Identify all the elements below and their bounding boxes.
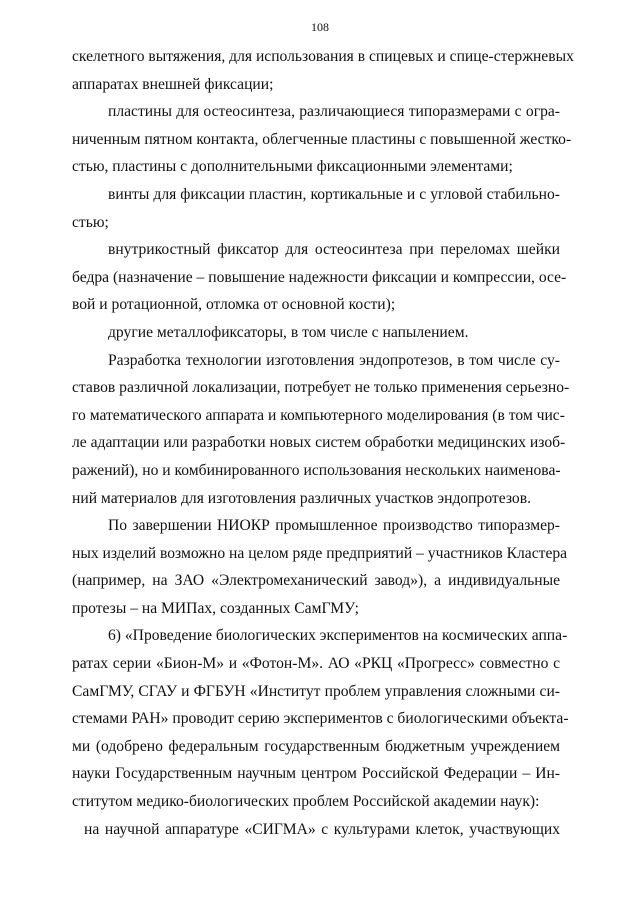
text-line: стемами РАН» проводит серию экспериментов с биологическими объекта- [72,710,569,728]
text-line: (например, на ЗАО «Электромеханический завод»), а индивидуальные [72,572,560,590]
page-number: 108 [311,20,329,34]
text-line: ле адаптации или разработки новых систем обработки медицинских изоб- [72,434,566,452]
text-line: ститутом медико-биологических проблем Российской академии наук): [72,793,540,811]
text-line: По завершении НИОКР промышленное производство типоразмер- [108,517,560,535]
text-line: Разработка технологии изготовления эндопротезов, в том числе су- [108,351,560,369]
text-line: ратах серии «Бион-М» и «Фотон-М». АО «РКЦ «Прогресс» совместно с [72,655,560,673]
text-line: винты для фиксации пластин, кортикальные и с угловой стабильно- [108,185,560,203]
body-text [72,43,574,843]
text-line: ных изделий возможно на целом ряде предприятий – участников Кластера [72,544,568,562]
text-line: внутрикостный фиксатор для остеосинтеза при переломах шейки [108,241,560,259]
text-line: бедра (назначение – повышение надежности фиксации и компрессии, осе- [72,268,567,286]
text-line: стью; [72,213,109,231]
text-line: ражений), но и комбинированного использования нескольких наименова- [72,461,561,479]
text-line: ний материалов для изготовления различных участков эндопротезов. [72,489,531,507]
text-line: го математического аппарата и компьютерного моделирования (в том чис- [72,406,565,424]
text-line: СамГМУ, СГАУ и ФГБУН «Институт проблем управления сложными си- [72,682,560,700]
text-line: протезы – на МИПах, созданных СамГМУ; [72,599,359,617]
text-line: ми (одобрено федеральным государственным бюджетным учреждением [72,737,560,755]
text-line: ниченным пятном контакта, облегченные пластины с повышенной жестко- [72,130,572,148]
text-line: стью, пластины с дополнительными фиксационными элементами; [72,158,513,176]
text-line: пластины для остеосинтеза, различающиеся типоразмерами с огра- [108,103,560,121]
text-line: аппаратах внешней фиксации; [72,75,274,93]
text-line: на научной аппаратуре «СИГМА» с культурами клеток, участвующих [84,820,560,838]
text-line: науки Государственным научным центром Российской Федерации – Ин- [72,765,560,783]
text-line: вой и ротационной, отломка от основной кости); [72,296,396,314]
text-line: скелетного вытяжения, для использования в спицевых и спице-стержневых [72,48,574,65]
text-line: 6) «Проведение биологических экспериментов на космических аппа- [108,627,568,645]
text-line: ставов различной локализации, потребует не только применения серьезно- [72,379,570,397]
text-line: другие металлофиксаторы, в том числе с напылением. [108,323,469,341]
